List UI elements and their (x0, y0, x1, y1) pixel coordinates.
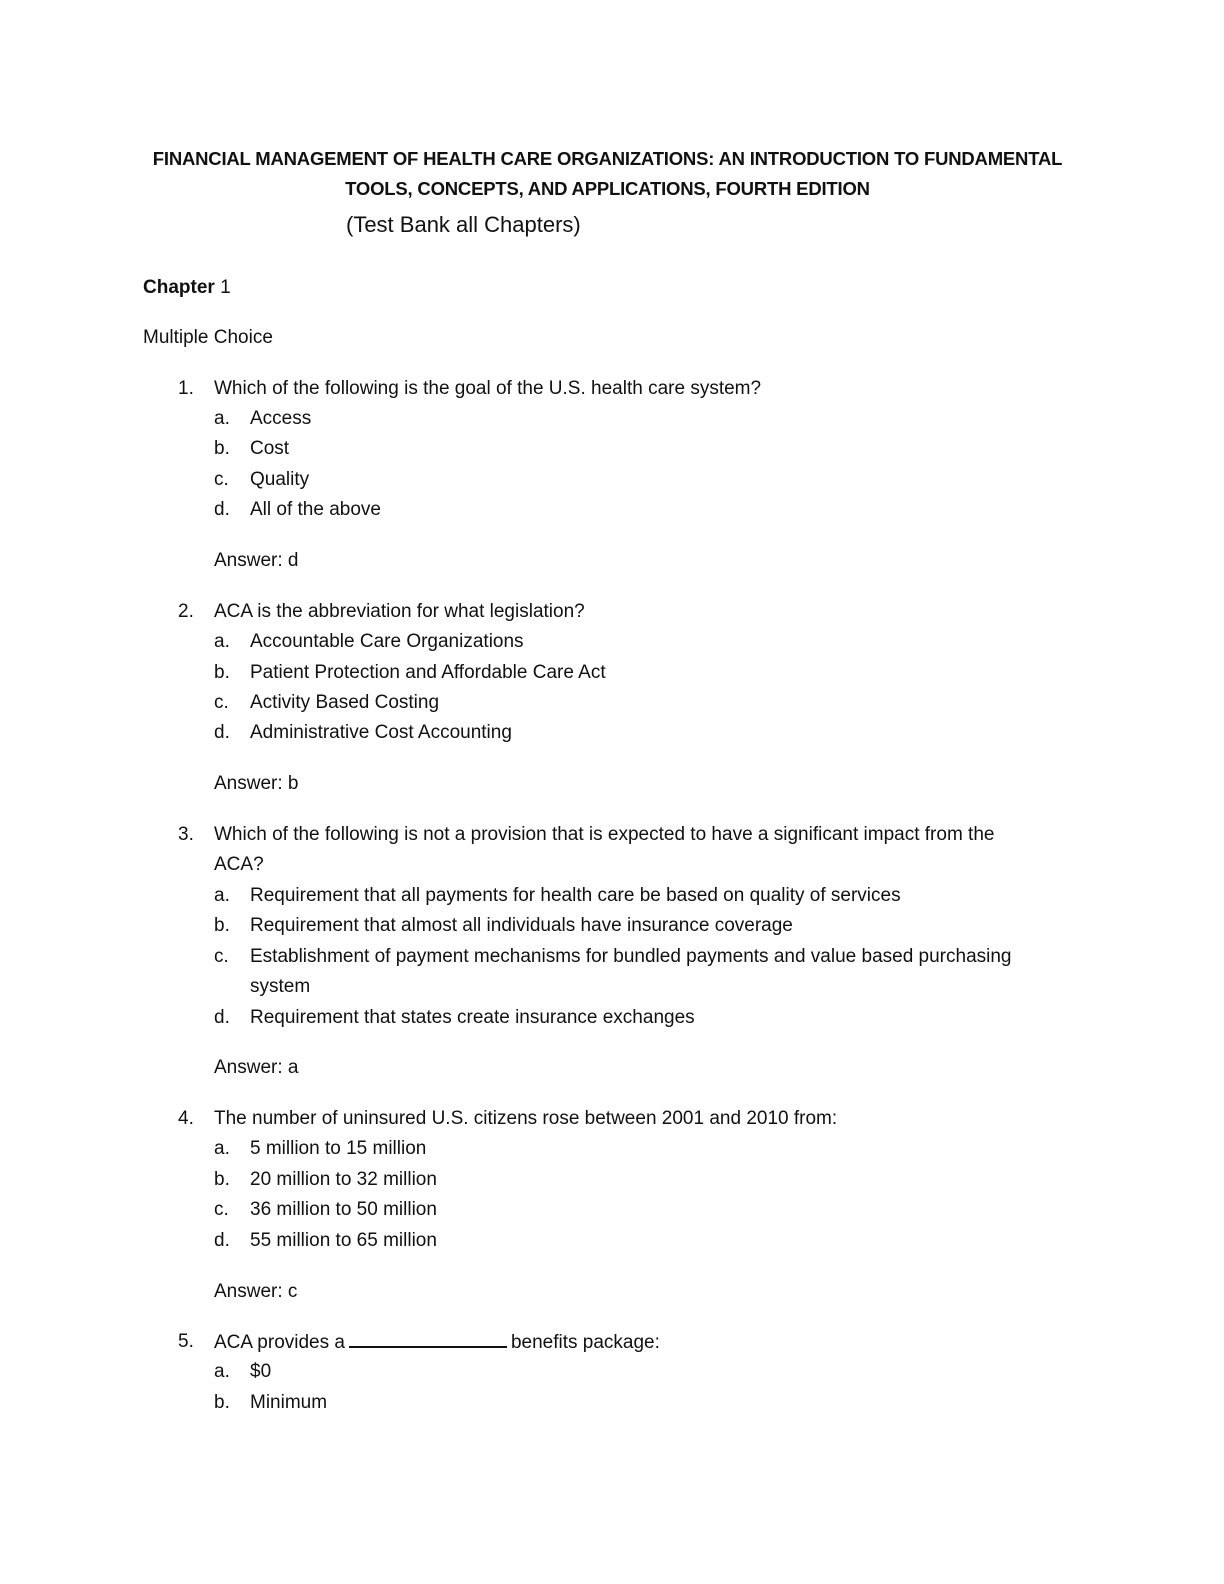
option-text: 20 million to 32 million (250, 1169, 437, 1190)
option-letter: c. (214, 946, 229, 967)
answer-text: Answer: b (214, 773, 299, 794)
option-letter: b. (214, 662, 230, 683)
document-subtitle: (Test Bank all Chapters) (346, 212, 581, 237)
answer-text: Answer: c (214, 1281, 298, 1302)
answer-text: Answer: d (214, 550, 299, 571)
document-title (100, 144, 1115, 204)
question-text: ACA is the abbreviation for what legislation? (214, 601, 585, 622)
option-letter: b. (214, 915, 230, 936)
option-letter: a. (214, 885, 230, 906)
option-text: Patient Protection and Affordable Care Act (250, 662, 606, 683)
question-number: 5. (178, 1331, 194, 1352)
option-letter: d. (214, 1007, 230, 1028)
option-letter: d. (214, 499, 230, 520)
option-text: $0 (250, 1361, 272, 1382)
option-text: 5 million to 15 million (250, 1138, 427, 1159)
option-text: Activity Based Costing (250, 692, 440, 713)
chapter-word: Chapter (143, 277, 215, 298)
option-text: 36 million to 50 million (250, 1199, 437, 1220)
option-text: 55 million to 65 million (250, 1230, 437, 1251)
question-text: The number of uninsured U.S. citizens rose between 2001 and 2010 from: (214, 1108, 838, 1129)
option-letter: c. (214, 1199, 229, 1220)
question-text-line-2: ACA? (214, 854, 264, 875)
option-text: Minimum (250, 1392, 328, 1413)
option-text: Requirement that almost all individuals have insurance coverage (250, 915, 793, 936)
answer-text: Answer: a (214, 1057, 299, 1078)
option-text: Accountable Care Organizations (250, 631, 524, 652)
option-letter: a. (214, 631, 230, 652)
option-letter: a. (214, 1138, 230, 1159)
question-text: Which of the following is the goal of the U.S. health care system? (214, 378, 762, 399)
option-text: Access (250, 408, 312, 429)
question-text-before-blank: ACA provides a (214, 1332, 345, 1353)
option-text: All of the above (250, 499, 381, 520)
question-number: 1. (178, 378, 194, 399)
question-number: 3. (178, 824, 194, 845)
option-letter: a. (214, 408, 230, 429)
option-letter: a. (214, 1361, 230, 1382)
option-text: Administrative Cost Accounting (250, 722, 512, 743)
chapter-heading (143, 277, 231, 299)
option-letter: d. (214, 1230, 230, 1251)
fill-in-blank (349, 1330, 507, 1348)
option-text: Requirement that all payments for health care be based on quality of services (250, 885, 901, 906)
chapter-number: 1 (220, 277, 231, 298)
section-heading: Multiple Choice (143, 327, 273, 348)
option-letter: b. (214, 1392, 230, 1413)
option-text: Cost (250, 438, 290, 459)
question-text-line-1: Which of the following is not a provision that is expected to have a significant impact from the (214, 824, 995, 845)
option-letter: b. (214, 438, 230, 459)
option-text-line-1: Establishment of payment mechanisms for bundled payments and value based purchasing (250, 946, 1012, 967)
option-text-line-2: system (250, 976, 311, 997)
question-text (214, 1330, 660, 1355)
option-letter: c. (214, 692, 229, 713)
question-number: 4. (178, 1108, 194, 1129)
question-text-after-blank: benefits package: (510, 1332, 660, 1353)
question-number: 2. (178, 601, 194, 622)
title-line-2: TOOLS, CONCEPTS, AND APPLICATIONS, FOURTH EDITION (345, 178, 870, 199)
option-letter: d. (214, 722, 230, 743)
option-text: Quality (250, 469, 310, 490)
option-letter: c. (214, 469, 229, 490)
option-text: Requirement that states create insurance exchanges (250, 1007, 695, 1028)
title-line-1: FINANCIAL MANAGEMENT OF HEALTH CARE ORGANIZATIONS: AN INTRODUCTION TO FUNDAMENTAL (152, 148, 1063, 169)
option-letter: b. (214, 1169, 230, 1190)
